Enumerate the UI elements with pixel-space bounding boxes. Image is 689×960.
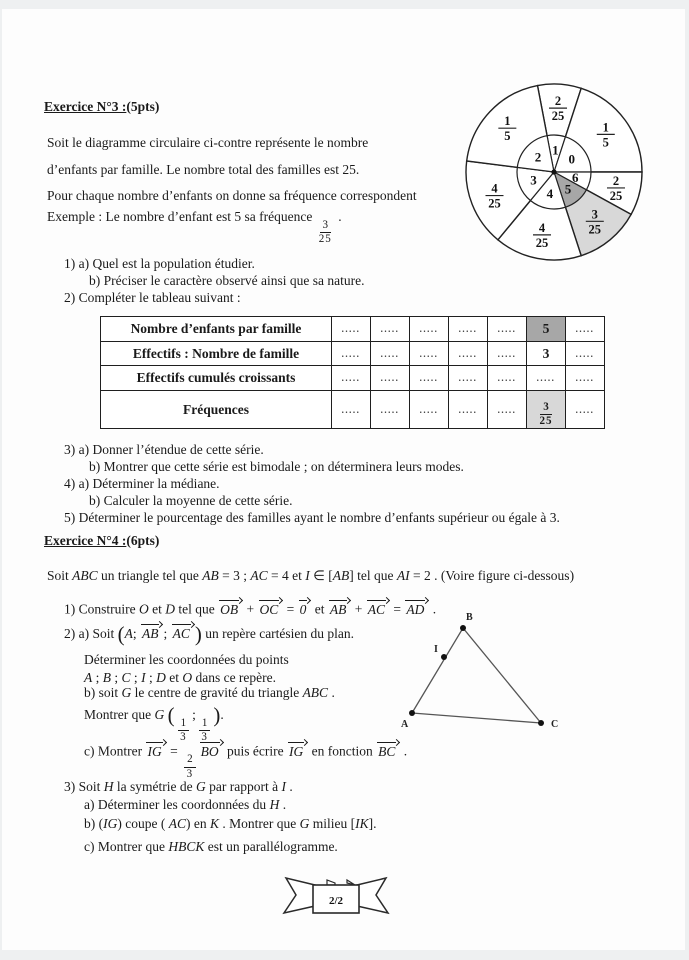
table-row bbox=[101, 317, 605, 342]
pie-fraction-denominator: 25 bbox=[588, 222, 602, 237]
table-row bbox=[101, 342, 605, 366]
intro-line: Soit le diagramme circulaire ci-contre représente le nombre bbox=[47, 135, 369, 150]
table-cell: ..... bbox=[566, 366, 605, 391]
pie-slice-value-label: 3 bbox=[530, 172, 537, 188]
exercise3-points: (5pts) bbox=[126, 99, 160, 114]
vector-notation: IG bbox=[288, 742, 307, 758]
triangle-side bbox=[412, 713, 541, 723]
table-cell: ..... bbox=[332, 342, 371, 366]
table-cell bbox=[527, 391, 566, 429]
pie-slice-value-label: 2 bbox=[534, 149, 542, 165]
exercise3-example: Exemple : Le nombre d’enfant est 5 sa fréquence $\frac{3}{25}$ . bbox=[47, 209, 342, 246]
vector-notation: AC bbox=[172, 624, 194, 640]
table-row bbox=[101, 366, 605, 391]
question-line: 4) a) Déterminer la médiane. bbox=[64, 476, 220, 491]
pie-fraction-numerator: 4 bbox=[491, 181, 498, 196]
pie-slice-value-label: 4 bbox=[546, 186, 554, 202]
table-cell: ..... bbox=[371, 391, 410, 429]
exercise4-line-3b: b) (IG) coupe ( AC) en K . Montrer que G milieu [IK]. bbox=[84, 816, 377, 831]
exercise4-line-3a: a) Déterminer les coordonnées du H . bbox=[84, 797, 287, 812]
page-number-ribbon bbox=[277, 872, 407, 924]
table-cell: ..... bbox=[332, 366, 371, 391]
table-row-label: Nombre d’enfants par famille bbox=[101, 317, 332, 342]
vector-notation: AC bbox=[367, 600, 389, 616]
exercise3-questions-3-5 bbox=[64, 441, 560, 526]
question-line: b) Montrer que cette série est bimodale ; on déterminera leurs modes. bbox=[89, 459, 464, 474]
table-cell: 5 bbox=[527, 317, 566, 342]
exercise3-intro bbox=[47, 130, 417, 210]
table-cell: ..... bbox=[566, 391, 605, 429]
exercise4-points: (6pts) bbox=[126, 533, 160, 548]
vector-notation: IG bbox=[146, 742, 165, 758]
pie-fraction-numerator: 3 bbox=[591, 207, 598, 222]
question-line: 1) a) Quel est la population étudier. bbox=[64, 256, 255, 271]
exercise4-line-3c: c) Montrer que HBCK est un parallélogramme. bbox=[84, 839, 338, 854]
exercise4-line-3: 3) Soit H la symétrie de G par rapport à I . bbox=[64, 779, 293, 794]
table-cell: ..... bbox=[332, 391, 371, 429]
exercise4-title: Exercice N°4 : bbox=[44, 533, 127, 548]
table-cell: ..... bbox=[371, 342, 410, 366]
table-cell: ..... bbox=[410, 391, 449, 429]
table-cell: ..... bbox=[410, 317, 449, 342]
table-cell: ..... bbox=[449, 317, 488, 342]
pie-fraction-numerator: 1 bbox=[504, 114, 511, 129]
pie-fraction-numerator: 1 bbox=[602, 120, 609, 135]
table-row-label: Fréquences bbox=[101, 391, 332, 429]
table-cell: ..... bbox=[527, 366, 566, 391]
question-line: 3) a) Donner l’étendue de cette série. bbox=[64, 442, 264, 457]
table-cell: 3 bbox=[527, 342, 566, 366]
question-line: b) Préciser le caractère observé ainsi que sa nature. bbox=[89, 273, 365, 288]
table-cell: ..... bbox=[371, 366, 410, 391]
table-cell: ..... bbox=[488, 317, 527, 342]
ribbon-right-tail bbox=[357, 878, 388, 913]
vector-notation: 0 bbox=[299, 600, 311, 616]
pie-slice-value-label: 0 bbox=[568, 151, 576, 167]
triangle-point bbox=[538, 720, 544, 726]
triangle-point bbox=[409, 710, 415, 716]
exercise4-intro: Soit ABC un triangle tel que AB = 3 ; AC = 4 et I ∈ [AB] tel que AI = 2 . (Voire figure ci-dessous) bbox=[47, 568, 575, 583]
exercise4-line-2c: c) Montrer IG = $\frac{2}{3}$ BO puis écrire IG en fonction BC . bbox=[84, 743, 408, 780]
pie-fraction-denominator: 25 bbox=[488, 196, 501, 211]
exercise3-title: Exercice N°3 : bbox=[44, 99, 127, 114]
question-line: 2) Compléter le tableau suivant : bbox=[64, 290, 241, 305]
pie-slice-value-label: 6 bbox=[572, 169, 579, 185]
table-cell: ..... bbox=[449, 342, 488, 366]
exercise3-questions-1-2 bbox=[64, 255, 364, 306]
table-cell: ..... bbox=[566, 317, 605, 342]
table-cell: ..... bbox=[410, 366, 449, 391]
exercise4-heading bbox=[44, 533, 159, 549]
fraction: $\frac{1}{3}$ bbox=[178, 718, 190, 744]
table-cell: ..... bbox=[449, 391, 488, 429]
table-cell: ..... bbox=[449, 366, 488, 391]
ribbon-left-tail bbox=[284, 878, 315, 913]
triangle-side bbox=[412, 628, 463, 713]
pie-fraction-numerator: 2 bbox=[554, 94, 562, 109]
triangle-point bbox=[441, 654, 447, 660]
pie-center-dot bbox=[551, 169, 556, 174]
fraction: $\frac{1}{3}$ bbox=[199, 718, 211, 744]
table-row-label: Effectifs : Nombre de famille bbox=[101, 342, 332, 366]
vector-notation: BC bbox=[377, 742, 399, 758]
pie-fraction-denominator: 5 bbox=[504, 129, 511, 144]
vector-notation: OC bbox=[259, 600, 283, 616]
pie-fraction-numerator: 4 bbox=[538, 220, 546, 235]
exercise4-line-2b: b) soit G le centre de gravité du triangle ABC . bbox=[84, 685, 335, 700]
intro-line: d’enfants par famille. Le nombre total des familles est 25. bbox=[47, 161, 360, 177]
fraction: $\frac{2}{3}$ bbox=[184, 754, 196, 780]
table-cell: ..... bbox=[488, 366, 527, 391]
page-number: 2/2 bbox=[328, 895, 344, 907]
triangle-side bbox=[463, 628, 541, 723]
triangle-point-label: A bbox=[401, 719, 409, 730]
exercise4-line-2b2: Montrer que G ( $\frac{1}{3}$ ; $\frac{1}{3}$ ). bbox=[84, 703, 224, 744]
table-cell: ..... bbox=[566, 342, 605, 366]
table-cell: ..... bbox=[488, 391, 527, 429]
exercise4-line-2a: 2) a) Soit (A; AB ; AC ) un repère cartésien du plan. bbox=[64, 622, 355, 646]
table-row bbox=[101, 391, 605, 429]
exercise4-line-2a3: A ; B ; C ; I ; D et O dans ce repère. bbox=[84, 670, 277, 685]
pie-fraction-numerator: 2 bbox=[612, 173, 620, 188]
pie-fraction-denominator: 25 bbox=[609, 188, 623, 203]
table-cell: ..... bbox=[410, 342, 449, 366]
table-row-label: Effectifs cumulés croissants bbox=[101, 366, 332, 391]
triangle-point-label: C bbox=[551, 719, 559, 730]
exercise3-heading bbox=[44, 99, 159, 115]
exercise4-line-1: 1) Construire O et D tel que OB + OC = 0 et AB + AC = AD . bbox=[64, 601, 437, 617]
table-cell: ..... bbox=[371, 317, 410, 342]
pie-chart bbox=[458, 78, 650, 268]
vector-notation: AB bbox=[141, 624, 163, 640]
table-cell: ..... bbox=[332, 317, 371, 342]
triangle-point-label: B bbox=[466, 612, 473, 623]
triangle-point bbox=[460, 625, 466, 631]
frequency-table bbox=[100, 316, 605, 429]
pie-fraction-denominator: 25 bbox=[551, 109, 565, 124]
vector-notation: OB bbox=[219, 600, 242, 616]
vector-notation: BO bbox=[200, 742, 223, 758]
pie-fraction-denominator: 5 bbox=[602, 135, 609, 150]
pie-fraction-denominator: 25 bbox=[535, 235, 549, 250]
fraction: $\frac{3}{25}$ bbox=[539, 400, 553, 428]
vector-notation: AD bbox=[405, 600, 428, 616]
question-line: b) Calculer la moyenne de cette série. bbox=[89, 493, 293, 508]
pie-slice-value-label: 1 bbox=[552, 142, 559, 158]
question-line: 5) Déterminer le pourcentage des familles ayant le nombre d’enfants supérieur ou égale à 3. bbox=[64, 510, 560, 525]
intro-line: Pour chaque nombre d’enfants on donne sa fréquence correspondent bbox=[47, 188, 417, 203]
triangle-point-label: I bbox=[434, 644, 438, 655]
triangle-figure bbox=[393, 608, 563, 743]
fraction: $\frac{3}{25}$ bbox=[318, 218, 332, 246]
exercise4-line-2a2: Déterminer les coordonnées du points bbox=[84, 652, 289, 667]
table-cell: ..... bbox=[488, 342, 527, 366]
vector-notation: AB bbox=[329, 600, 351, 616]
pie-slice-value-label: 5 bbox=[564, 181, 572, 197]
